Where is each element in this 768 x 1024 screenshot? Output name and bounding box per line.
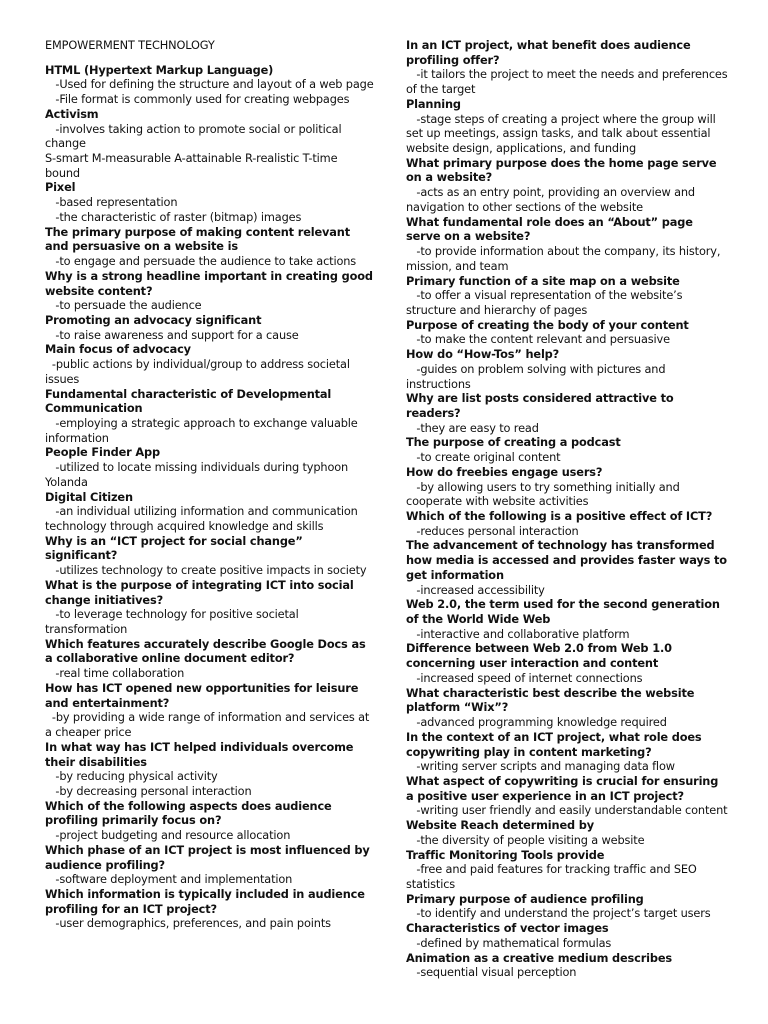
- answer-text: -to engage and persuade the audience to take actions: [45, 254, 357, 269]
- question-heading: In an ICT project, what benefit does audience profiling offer?: [406, 38, 695, 67]
- answer-text: -guides on problem solving with pictures and instructions: [406, 361, 669, 391]
- question-heading: What characteristic best describe the website platform “Wix”?: [406, 685, 699, 715]
- answer-text: -to make the content relevant and persuasive: [406, 332, 670, 347]
- question-heading: Purpose of creating the body of your content: [406, 317, 689, 332]
- answer-text: -based representation: [45, 195, 178, 210]
- answer-text: -acts as an entry point, providing an overview and navigation to other sections of the website: [406, 185, 699, 214]
- answer-text: -real time collaboration: [45, 666, 185, 681]
- question-heading: What aspect of copywriting is crucial for ensuring a positive user experience in an ICT project?: [406, 773, 723, 803]
- question-heading: Pixel: [45, 180, 76, 195]
- answer-text: -writing server scripts and managing data flow: [406, 759, 675, 774]
- question-heading: Activism: [45, 106, 99, 121]
- answer-text: -software deployment and implementation: [45, 872, 293, 887]
- answer-text: -by decreasing personal interaction: [45, 783, 252, 798]
- answer-text: -it tailors the project to meet the needs and preferences of the target: [406, 67, 731, 97]
- answer-text: -employing a strategic approach to exchange valuable information: [45, 415, 362, 445]
- question-heading: Fundamental characteristic of Developmental Communication: [45, 386, 335, 416]
- question-heading: What is the purpose of integrating ICT into social change initiatives?: [45, 577, 358, 607]
- answer-text: -utilizes technology to create positive impacts in society: [45, 563, 367, 578]
- answer-text: -user demographics, preferences, and pain points: [45, 916, 331, 931]
- question-heading: The advancement of technology has transformed how media is accessed and provides faster ways to get information: [406, 538, 731, 582]
- question-heading: People Finder App: [45, 445, 160, 460]
- left-column: [45, 38, 375, 931]
- question-heading: Why is an “ICT project for social change” significant?: [45, 533, 307, 563]
- answer-text: -Used for defining the structure and layout of a web page: [45, 77, 374, 92]
- question-heading: How do freebies engage users?: [406, 464, 603, 479]
- answer-text: -reduces personal interaction: [406, 523, 579, 538]
- question-heading: Which information is typically included in audience profiling for an ICT project?: [45, 886, 369, 916]
- question-heading: The primary purpose of making content relevant and persuasive on a website is: [45, 224, 354, 254]
- question-heading: Why is a strong headline important in creating good website content?: [45, 268, 377, 298]
- question-heading: Difference between Web 2.0 from Web 1.0 concerning user interaction and content: [406, 641, 676, 671]
- question-heading: Primary purpose of audience profiling: [406, 891, 644, 906]
- answer-text: -sequential visual perception: [406, 965, 577, 980]
- question-heading: Animation as a creative medium describes: [406, 950, 673, 965]
- answer-text: -the diversity of people visiting a website: [406, 832, 645, 847]
- answer-text: -by allowing users to try something initially and cooperate with website activities: [406, 479, 684, 509]
- answer-text: -an individual utilizing information and communication technology through acquired knowledge and skills: [45, 504, 362, 533]
- answer-text: -to identify and understand the project’s target users: [406, 906, 711, 921]
- right-column: [406, 38, 731, 980]
- question-heading: In the context of an ICT project, what role does copywriting play in content marketing?: [406, 729, 706, 759]
- answer-text: -project budgeting and resource allocation: [45, 828, 291, 843]
- question-heading: Primary function of a site map on a website: [406, 273, 680, 288]
- answer-text: -involves taking action to promote social or political change: [45, 121, 345, 151]
- question-heading: Which of the following is a positive effect of ICT?: [406, 509, 713, 523]
- answer-text: -increased speed of internet connections: [406, 670, 643, 685]
- question-heading: What fundamental role does an “About” page serve on a website?: [406, 214, 697, 244]
- answer-text: -to offer a visual representation of the website’s structure and hierarchy of pages: [406, 288, 686, 317]
- question-heading: Planning: [406, 96, 461, 111]
- question-heading: Which features accurately describe Google Docs as a collaborative online document editor?: [45, 636, 370, 666]
- question-heading: How do “How-Tos” help?: [406, 347, 560, 362]
- question-heading: HTML (Hypertext Markup Language): [45, 62, 274, 77]
- document-title: EMPOWERMENT TECHNOLOGY: [45, 38, 215, 52]
- question-heading: The purpose of creating a podcast: [406, 435, 621, 450]
- answer-text: -to provide information about the company, its history, mission, and team: [406, 244, 724, 273]
- question-heading: Which phase of an ICT project is most influenced by audience profiling?: [45, 842, 374, 872]
- question-heading: What primary purpose does the home page serve on a website?: [406, 155, 721, 185]
- question-heading: Website Reach determined by: [406, 818, 594, 833]
- answer-text: -advanced programming knowledge required: [406, 715, 667, 730]
- question-heading: Traffic Monitoring Tools provide: [406, 847, 605, 862]
- question-heading: In what way has ICT helped individuals overcome their disabilities: [45, 739, 358, 769]
- answer-text: -increased accessibility: [406, 582, 545, 597]
- answer-text: -the characteristic of raster (bitmap) images: [45, 209, 302, 224]
- answer-text: -to raise awareness and support for a cause: [45, 327, 299, 342]
- question-heading: Web 2.0, the term used for the second generation of the World Wide Web: [406, 597, 724, 627]
- answer-text: -writing user friendly and easily understandable content: [406, 803, 728, 818]
- answer-text: -by reducing physical activity: [45, 769, 218, 784]
- answer-text: -to create original content: [406, 450, 561, 465]
- answer-text: -interactive and collaborative platform: [406, 626, 630, 641]
- answer-text: -public actions by individual/group to address societal issues: [45, 357, 354, 386]
- answer-text: -stage steps of creating a project where the group will set up meetings, assign tasks, and talk about essential website design, applications, and funding: [406, 111, 720, 156]
- question-heading: Why are list posts considered attractive to readers?: [406, 391, 678, 420]
- answer-text: -defined by mathematical formulas: [406, 935, 612, 950]
- right-entries: [406, 38, 731, 980]
- answer-text: -to persuade the audience: [45, 298, 202, 313]
- question-heading: Which of the following aspects does audience profiling primarily focus on?: [45, 798, 336, 828]
- answer-text: -they are easy to read: [406, 420, 539, 435]
- answer-text: -by providing a wide range of information and services at a cheaper price: [45, 710, 373, 740]
- question-heading: Digital Citizen: [45, 489, 133, 504]
- answer-text: -utilized to locate missing individuals during typhoon Yolanda: [45, 460, 352, 489]
- left-entries: [45, 63, 375, 931]
- question-heading: Characteristics of vector images: [406, 921, 609, 936]
- question-heading: How has ICT opened new opportunities for leisure and entertainment?: [45, 680, 363, 710]
- answer-text: -to leverage technology for positive societal transformation: [45, 607, 303, 637]
- answer-text: -File format is commonly used for creating webpages: [45, 92, 350, 107]
- answer-text: -free and paid features for tracking traffic and SEO statistics: [406, 862, 701, 891]
- question-heading: Promoting an advocacy significant: [45, 312, 262, 327]
- answer-text: S-smart M-measurable A-attainable R-realistic T-time bound: [45, 151, 341, 180]
- question-heading: Main focus of advocacy: [45, 342, 191, 357]
